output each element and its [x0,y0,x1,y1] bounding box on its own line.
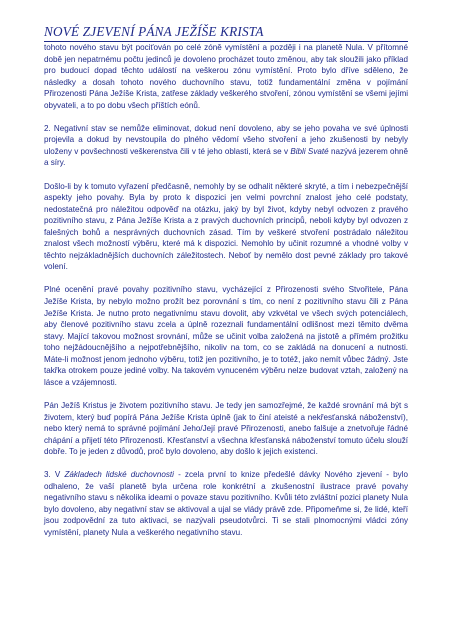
paragraph-3-text: Došlo-li by k tomuto vyřazení předčasně, nemohly by se odhalit některé skryté, a tím i nebezpečnější aspekty jeho povahy. Byla by proto k dispozici jen velmi povrchní znalost jeho celé podstaty, nedostatečná pro náležitou odpověď na otázku, jaký by byl život, kdyby nebyl odvozen z pravého pozitivního stavu, z Pána Ježíše Krista a z pravých duchovních principů, neboli kdyby byl odvozen z falešných bohů a nesprávných duchovních zásad. Tím by veškeré stvoření postrádalo náležitou znalost všech možností výběru, které má k dispozici. Nemohlo by učinit rozumné a vhodné volby v těchto nejzákladnějších duchovních záležitostech. Neboť by nemělo dost pevné základy pro takové volení. [44,181,408,272]
paragraph-3 [44,181,408,273]
paragraph-2-text-end: nazývá jezerem ohně a síry. [44,146,408,168]
paragraph-2-emphasis: Bibli Svaté [290,146,329,156]
paragraph-6-text-start: 3. V [44,470,65,480]
paragraph-5 [44,400,408,458]
paragraph-2-text-start: 2. Negativní stav se nemůže eliminovat, dokud není dovoleno, aby se jeho povaha ve své úplnosti projevila a dokud by nevstoupila do plného vědomí všeho stvoření a jeho zkušenosti by nebyly uloženy v povšechnosti veškerenstva čili v té jeho oblasti, která se v [44,123,408,156]
paragraph-6 [44,469,408,538]
paragraph-6-text-end: - zcela první to knize předešlé dávky Nového zjevení - bylo odhaleno, že vaší planetě byla určena role konkrétní a zkušenostní ilustrace pravé povahy negativního stavu s několika ideami o povaze stavu pozitivního. Kvůli této zvláštní pozici planety Nula bylo dovoleno, aby negativní stav se aktivoval a ujal se vlády právě zde. Připomeňme si, že lidé, kteří jsou zodpovědní za tuto aktivaci, se nazývali pseudotvůrci. Ti se stali plnomocnými vládci zóny vymístění, planety Nula a veškerého negativního stavu. [44,470,408,537]
paragraph-1 [44,42,408,111]
page-header-title: NOVÉ ZJEVENÍ PÁNA JEŽÍŠE KRISTA [44,24,264,39]
paragraph-6-emphasis: Základech lidské duchovnosti [64,470,174,480]
paragraph-1-text: tohoto nového stavu být pociťován po celé zóně vymístění a později i na planetě Nula. V přítomné době jen nepatrnému počtu jedinců je dovoleno procházet touto změnou, aby tak sloužili jako příklad pro budoucí dopad těchto událostí na veškerou zónu vymístění. Proto bylo dříve sděleno, že následky a dosah tohoto nového duchovního stavu, totiž fundamentální změna v pojímání Přirozenosti Pána Ježíše Krista, zatřese základy veškerého stvoření, zónou vymístění se všemi jejími obyvateli, a to po dobu všech příštích eónů. [44,43,408,110]
paragraph-5-text: Pán Ježíš Kristus je životem pozitivního stavu. Je tedy jen samozřejmé, že každé srovnání má být s životem, který buď popírá Pána Ježíše Krista úplně (jak to činí ateisté a nekřesťanská náboženství), nebo který nemá to správné pojímání Jeho/Její pravé Přirozenosti, anebo falšuje a znetvořuje řádné chápání a přijetí této Přirozenosti. Křesťanství a všechna křesťanská náboženství tomuto účelu slouží dobře. To je jeden z důvodů, proč bylo dovoleno, aby došlo k jejich existenci. [44,400,408,457]
paragraph-4 [44,284,408,388]
paragraph-2 [44,123,408,169]
body-text [44,42,408,539]
paragraph-4-text: Plné ocenění pravé povahy pozitivního stavu, vycházející z Přirozenosti svého Stvořitele, Pána Ježíše Krista, by nebylo možno prožít bez porovnání s tím, co není z pozitivního stavu čili z Pána Ježíše Krista. Je nutno proto negativnímu stavu dovolit, aby vzkvétal ve všech svých potenciálech, aby členové pozitivního stavu zcela a úplně rozeznali fundamentální odlišnost mezi těmito dvěma stavy. Mající takovou možnost srovnání, může se učinit volba založená na jistotě a přímém prožitku toho nejžádoucnějšího a nejpotřebnějšího, nikoliv na tom, co se zakládá na donucení a nutnosti. Máte-li možnost jenom jednoho výběru, totiž jen pozitivního, je to totéž, jako nemít vůbec žádný. Jste takřka otrokem pouze jediné volby. Na takovém vynuceném výběru nelze budovat vztah, založený na lásce a vzájemnosti. [44,285,408,387]
